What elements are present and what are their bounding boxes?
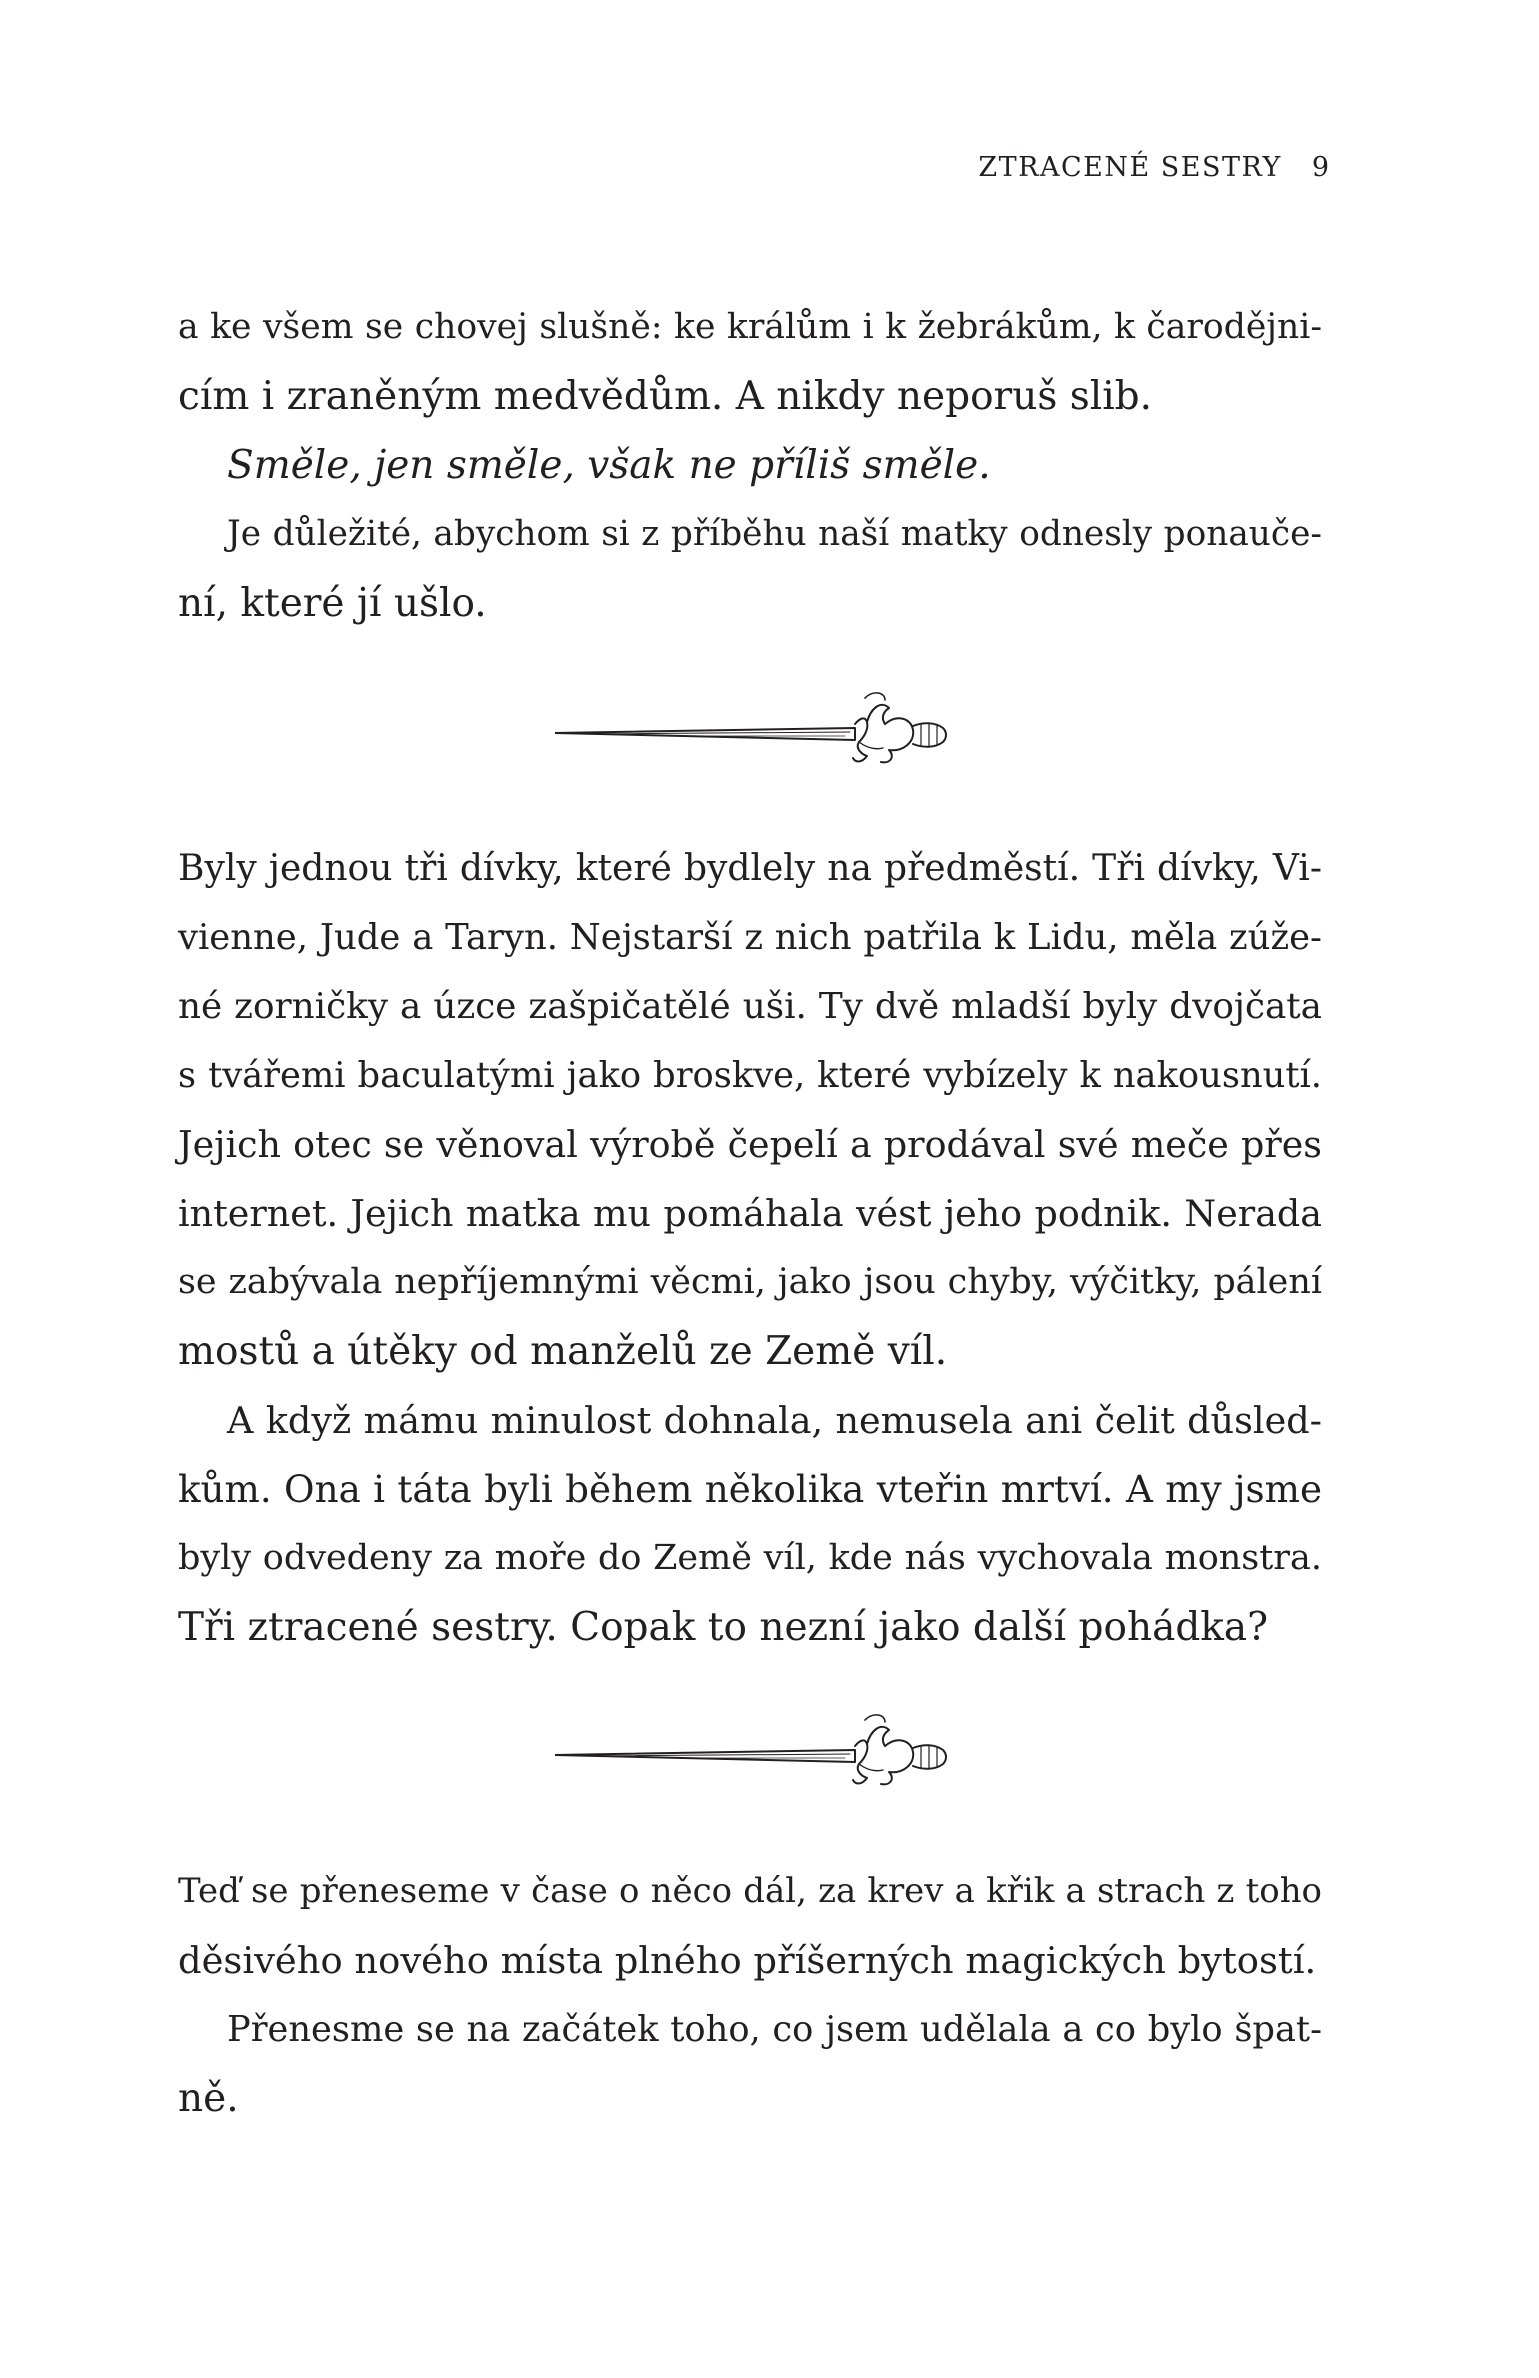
text-line: mostů a útěky od manželů ze Země víl. (178, 1329, 948, 1374)
text-line: Tři ztracené sestry. Copak to nezní jako další pohádka? (178, 1605, 1269, 1650)
sword-icon (555, 1700, 955, 1810)
text-line: byly odvedeny za moře do Země víl, kde nás vychovala monstra. (178, 1538, 1322, 1578)
text-line: s tvářemi baculatými jako broskve, které vybízely k nakousnutí. (178, 1055, 1322, 1096)
text-line: A když mámu minulost dohnala, nemusela ani čelit důsled- (227, 1399, 1322, 1442)
text-block-2 (178, 834, 1322, 1662)
text-line: né zorničky a úzce zašpičatělé uši. Ty dvě mladší byly dvojčata (178, 986, 1322, 1027)
text-line: cím i zraněným medvědům. A nikdy neporuš slib. (178, 374, 1153, 419)
running-head (978, 152, 1329, 183)
text-line: Přenesme se na začátek toho, co jsem udělala a co bylo špat- (227, 2009, 1322, 2050)
text-line: Je důležité, abychom si z příběhu naší matky odnesly ponauče- (227, 514, 1322, 554)
text-block-3 (178, 1857, 1322, 2133)
text-line: vienne, Jude a Taryn. Nejstarší z nich patřila k Lidu, měla zúže- (178, 917, 1322, 958)
text-block-1 (178, 293, 1322, 638)
text-line: Byly jednou tři dívky, které bydlely na předměstí. Tři dívky, Vi- (178, 848, 1322, 889)
running-title: ZTRACENÉ SESTRY (978, 152, 1282, 183)
text-line: ní, které jí ušlo. (178, 581, 487, 626)
text-line: ně. (178, 2076, 239, 2121)
text-line: se zabývala nepříjemnými věcmi, jako jsou chyby, výčitky, pálení (178, 1262, 1322, 1302)
text-line: Teď se přeneseme v čase o něco dál, za krev a křik a strach z toho (178, 1871, 1322, 1911)
text-line: a ke všem se chovej slušně: ke králům i k žebrákům, k čarodějni- (178, 307, 1322, 347)
text-line: internet. Jejich matka mu pomáhala vést jeho podnik. Nerada (178, 1192, 1322, 1235)
text-line-motto: Směle, jen směle, však ne příliš směle. (227, 443, 991, 488)
text-line: Jejich otec se věnoval výrobě čepelí a prodával své meče přes (178, 1123, 1322, 1166)
text-line: děsivého nového místa plného příšerných magických bytostí. (178, 1939, 1317, 1982)
text-line: kům. Ona i táta byli během několika vteřin mrtví. A my jsme (178, 1467, 1322, 1511)
sword-icon (555, 678, 955, 788)
page-number: 9 (1311, 152, 1329, 183)
